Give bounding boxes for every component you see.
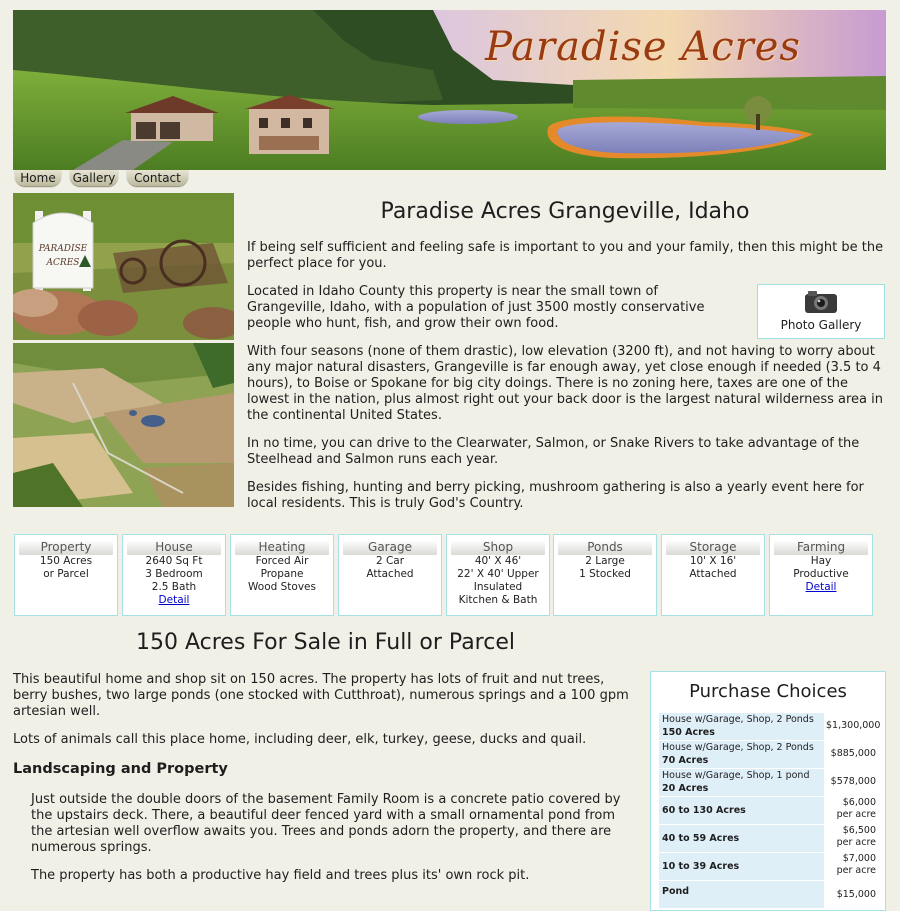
- nav-home[interactable]: Home: [15, 170, 61, 186]
- entrance-sign-photo: [13, 193, 234, 340]
- feature-line: 2 Car: [375, 555, 405, 567]
- camera-icon: [805, 291, 837, 313]
- sign-line-2: ACRES: [46, 258, 80, 268]
- purchase-acres: 20 Acres: [662, 783, 709, 794]
- landscaping-paragraph-1: Just outside the double doors of the basement Family Room is a concrete patio covered by the upstairs deck. There, a beautiful deer fenced yard with a small ornamental pond from the artesian well overflow awaits you. Trees and ponds adorn the property, and there are numerous springs.: [31, 792, 621, 855]
- purchase-row: [659, 853, 877, 880]
- nav-gallery[interactable]: Gallery: [70, 170, 118, 186]
- purchase-description: House w/Garage, Shop, 2 Ponds: [662, 714, 814, 725]
- landscaping-heading: Landscaping and Property: [13, 761, 228, 777]
- feature-heading: Ponds: [558, 540, 652, 555]
- intro-paragraph-3: With four seasons (none of them drastic), low elevation (3200 ft), and not having to worry about any major natural disasters, Grangeville is far enough away, yet close enough if needed (3.5 to 4 hours), to Boise or Spokane for big city doings. There is no zoning here, taxes are one of the lowest in the nation, plus almost right out your back door is the largest natural wilderness area in the continental United States.: [247, 344, 883, 423]
- header-banner: [13, 10, 886, 170]
- feature-box-shop: [446, 534, 550, 616]
- purchase-price: $15,000: [836, 889, 876, 900]
- feature-heading: Garage: [343, 540, 437, 555]
- feature-heading: Shop: [451, 540, 545, 555]
- feature-line: 2 Large: [585, 555, 625, 567]
- banner-title: Paradise Acres: [485, 24, 801, 70]
- feature-line: Kitchen & Bath: [458, 594, 538, 606]
- feature-line: 2640 Sq Ft: [145, 555, 203, 567]
- feature-line: Attached: [689, 568, 737, 580]
- purchase-unit: per acre: [836, 837, 876, 848]
- aerial-property-photo: [13, 343, 234, 507]
- feature-line: Propane: [260, 568, 304, 580]
- feature-line: Forced Air: [255, 555, 309, 567]
- purchase-price: $578,000: [830, 776, 876, 787]
- intro-title: Paradise Acres Grangeville, Idaho: [380, 199, 750, 224]
- purchase-choices-panel: [650, 671, 886, 911]
- photo-gallery-label: Photo Gallery: [780, 318, 862, 332]
- purchase-price: $885,000: [830, 748, 876, 759]
- purchase-row: [659, 741, 877, 768]
- photo-gallery-button[interactable]: [757, 284, 885, 339]
- feature-box-garage: [338, 534, 442, 616]
- feature-box-heating: [230, 534, 334, 616]
- sign-line-1: PARADISE: [38, 244, 88, 254]
- purchase-acres: Pond: [662, 886, 690, 897]
- feature-line: 2.5 Bath: [151, 581, 197, 593]
- purchase-acres: 40 to 59 Acres: [662, 833, 740, 844]
- purchase-price: $7,000: [842, 853, 876, 864]
- feature-heading: Property: [19, 540, 113, 555]
- purchase-description: House w/Garage, Shop, 1 pond: [662, 770, 810, 781]
- intro-paragraph-1: If being self sufficient and feeling safe is important to you and your family, then this might be the perfect place for you.: [247, 240, 884, 271]
- feature-line: 22' X 40' Upper: [457, 568, 539, 580]
- feature-heading: Heating: [235, 540, 329, 555]
- feature-line: 40' X 46': [474, 555, 522, 567]
- feature-box-farming: [769, 534, 873, 616]
- purchase-row: [659, 825, 877, 852]
- purchase-acres: 150 Acres: [662, 727, 715, 738]
- purchase-acres: 70 Acres: [662, 755, 709, 766]
- feature-box-ponds: [553, 534, 657, 616]
- feature-box-house: [122, 534, 226, 616]
- purchase-row: [659, 713, 881, 740]
- nav-contact[interactable]: Contact: [127, 170, 188, 186]
- feature-line: 3 Bedroom: [145, 568, 203, 580]
- purchase-acres: 10 to 39 Acres: [662, 861, 740, 872]
- purchase-price: $6,000: [842, 797, 876, 808]
- feature-heading: House: [127, 540, 221, 555]
- purchase-row: [659, 797, 877, 824]
- feature-line: Insulated: [473, 581, 523, 593]
- feature-box-property: [14, 534, 118, 616]
- purchase-unit: per acre: [836, 865, 876, 876]
- feature-box-storage: [661, 534, 765, 616]
- feature-line: Productive: [793, 568, 849, 580]
- sale-title: 150 Acres For Sale in Full or Parcel: [136, 630, 515, 655]
- feature-line: 10' X 16': [689, 555, 737, 567]
- feature-line: Hay: [810, 555, 832, 567]
- main-nav: [13, 170, 886, 186]
- feature-line: Attached: [366, 568, 414, 580]
- feature-line: or Parcel: [43, 568, 89, 580]
- house-detail-link[interactable]: Detail: [158, 594, 190, 606]
- purchase-description: House w/Garage, Shop, 2 Ponds: [662, 742, 814, 753]
- purchase-acres: 60 to 130 Acres: [662, 805, 746, 816]
- sale-paragraph-2: Lots of animals call this place home, including deer, elk, turkey, geese, ducks and quail.: [13, 732, 587, 747]
- purchase-row: [659, 769, 877, 796]
- purchase-price: $6,500: [842, 825, 876, 836]
- intro-paragraph-4: In no time, you can drive to the Clearwater, Salmon, or Snake Rivers to take advantage of the Steelhead and Salmon runs each year.: [247, 436, 860, 467]
- sale-paragraph-1: This beautiful home and shop sit on 150 acres. The property has lots of fruit and nut trees, berry bushes, two large ponds (one stocked with Cutthroat), numerous springs and a 100 gpm artesian well.: [13, 672, 629, 719]
- landscaping-paragraph-2: The property has both a productive hay field and trees plus its' own rock pit.: [31, 868, 530, 883]
- intro-paragraph-2: Located in Idaho County this property is near the small town of Grangeville, Idaho, with a population of just 3500 mostly conservative people who hunt, fish, and grow their own food.: [247, 284, 705, 331]
- intro-paragraph-5: Besides fishing, hunting and berry picking, mushroom gathering is also a yearly event here for local residents. This is truly God's Country.: [247, 480, 864, 511]
- purchase-price: $1,300,000: [826, 720, 881, 731]
- purchase-title: Purchase Choices: [689, 681, 847, 702]
- purchase-unit: per acre: [836, 809, 876, 820]
- farming-detail-link[interactable]: Detail: [805, 581, 837, 593]
- feature-line: 1 Stocked: [579, 568, 631, 580]
- feature-line: 150 Acres: [39, 555, 93, 567]
- purchase-row: [659, 881, 877, 908]
- feature-heading: Farming: [774, 540, 868, 555]
- feature-heading: Storage: [666, 540, 760, 555]
- feature-line: Wood Stoves: [248, 581, 316, 593]
